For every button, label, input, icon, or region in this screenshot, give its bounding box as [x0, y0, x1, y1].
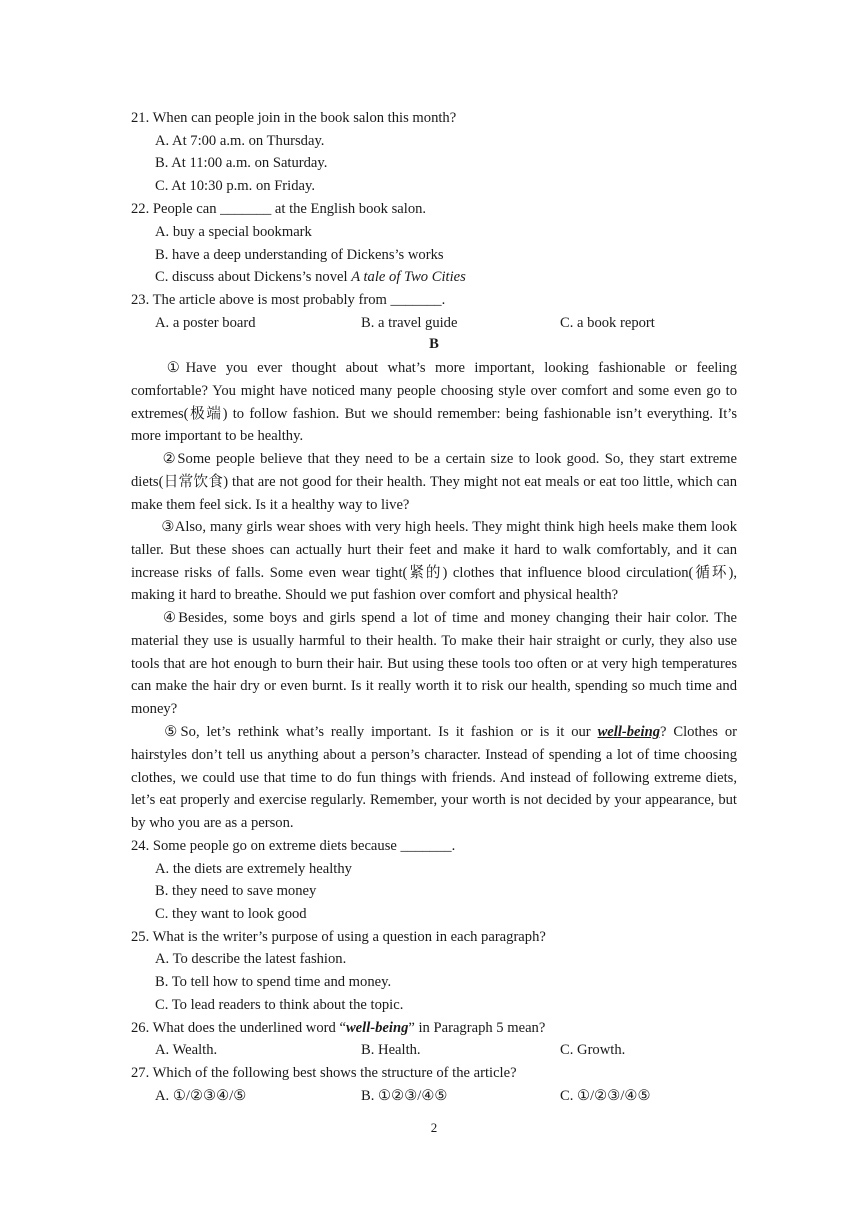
q23-option-c: C. a book report — [560, 315, 655, 331]
novel-title: A tale of Two Cities — [351, 269, 466, 285]
question-21: 21. When can people join in the book salon this month? — [131, 110, 457, 126]
q21-option-c: C. At 10:30 p.m. on Friday. — [155, 178, 315, 194]
paragraph-5 — [131, 721, 737, 835]
paragraph-4 — [131, 607, 737, 721]
q23-option-a: A. a poster board — [155, 315, 256, 331]
paragraph-3 — [131, 516, 737, 607]
q27-option-b: B. ①②③/④⑤ — [361, 1088, 448, 1104]
paragraph-5-text-b: ? Clothes or hairstyles don’t tell us anything about a person’s character. Instead of spending a lot of time choosing clothes, we could use that time to do fun things with friends. And instead of following extreme diets, let’s eat properly and exercise regularly. Remember, your worth is not decided by your appearance, but by who you are as a person. — [131, 724, 737, 832]
question-26 — [131, 1018, 545, 1038]
q26-option-c: C. Growth. — [560, 1042, 626, 1058]
underlined-word: well-being — [597, 724, 660, 740]
q26-option-b: B. Health. — [361, 1042, 421, 1058]
q24-option-a: A. the diets are extremely healthy — [155, 861, 352, 877]
q26-option-a: A. Wealth. — [155, 1042, 218, 1058]
paragraph-2-text: ②Some people believe that they need to be a certain size to look good. So, they start extreme diets(日常饮食) that are not good for their health. They might not eat meals or eat too little, which can make them feel sick. Is it a healthy way to live? — [131, 451, 737, 513]
paragraph-2 — [131, 448, 737, 516]
q22-option-c-text: C. discuss about Dickens’s novel — [155, 269, 352, 285]
paragraph-5-text-a: ⑤So, let’s rethink what’s really important. Is it fashion or is it our — [161, 724, 598, 740]
page-number: 2 — [430, 1120, 438, 1135]
q22-option-b: B. have a deep understanding of Dickens’s works — [155, 247, 444, 263]
question-23: 23. The article above is most probably from _______. — [131, 292, 446, 308]
q25-option-c: C. To lead readers to think about the topic. — [155, 997, 404, 1013]
question-22: 22. People can _______ at the English book salon. — [131, 201, 427, 217]
q24-option-b: B. they need to save money — [155, 883, 317, 899]
paragraph-3-text: ③Also, many girls wear shoes with very high heels. They might think high heels make them look taller. But these shoes can actually hurt their feet and make it hard to walk comfortably, and it can increase risks of falls. Some even wear tight(紧的) clothes that influence blood circulation(循环), making it hard to breathe. Should we put fashion over comfort and physical health? — [131, 519, 737, 604]
question-25: 25. What is the writer’s purpose of using a question in each paragraph? — [131, 929, 546, 945]
paragraph-1-text: ①Have you ever thought about what’s more important, looking fashionable or feeling comfortable? You might have noticed many people choosing style over comfort and some even go to extremes(极端) to follow fashion. But we should remember: being fashionable isn’t everything. It’s more important to be healthy. — [131, 360, 737, 445]
question-26-text-a: 26. What does the underlined word “ — [131, 1020, 346, 1036]
q21-option-b: B. At 11:00 a.m. on Saturday. — [155, 155, 328, 171]
question-24: 24. Some people go on extreme diets because _______. — [131, 838, 456, 854]
q25-option-a: A. To describe the latest fashion. — [155, 951, 347, 967]
q27-option-c: C. ①/②③/④⑤ — [560, 1088, 651, 1104]
q24-option-c: C. they want to look good — [155, 906, 307, 922]
question-26-word: well-being — [345, 1020, 409, 1036]
q22-option-c — [155, 267, 466, 287]
q22-option-a: A. buy a special bookmark — [155, 224, 312, 240]
q25-option-b: B. To tell how to spend time and money. — [155, 974, 392, 990]
question-27: 27. Which of the following best shows the structure of the article? — [131, 1065, 517, 1081]
paragraph-4-text: ④Besides, some boys and girls spend a lot of time and money changing their hair color. The material they use is usually harmful to their health. To make their hair straight or curly, they also use tools that are hot enough to burn their hair. But using these tools too often or at very high temperatures can make the hair dry or even burnt. Is it really worth it to risk our health, spending so much time and money? — [131, 610, 737, 718]
q23-option-b: B. a travel guide — [361, 315, 458, 331]
q27-option-a: A. ①/②③④/⑤ — [155, 1088, 247, 1104]
question-26-text-b: ” in Paragraph 5 mean? — [408, 1020, 546, 1036]
paragraph-1 — [131, 357, 737, 448]
q21-option-a: A. At 7:00 a.m. on Thursday. — [155, 133, 325, 149]
section-heading-b: B — [429, 336, 439, 352]
